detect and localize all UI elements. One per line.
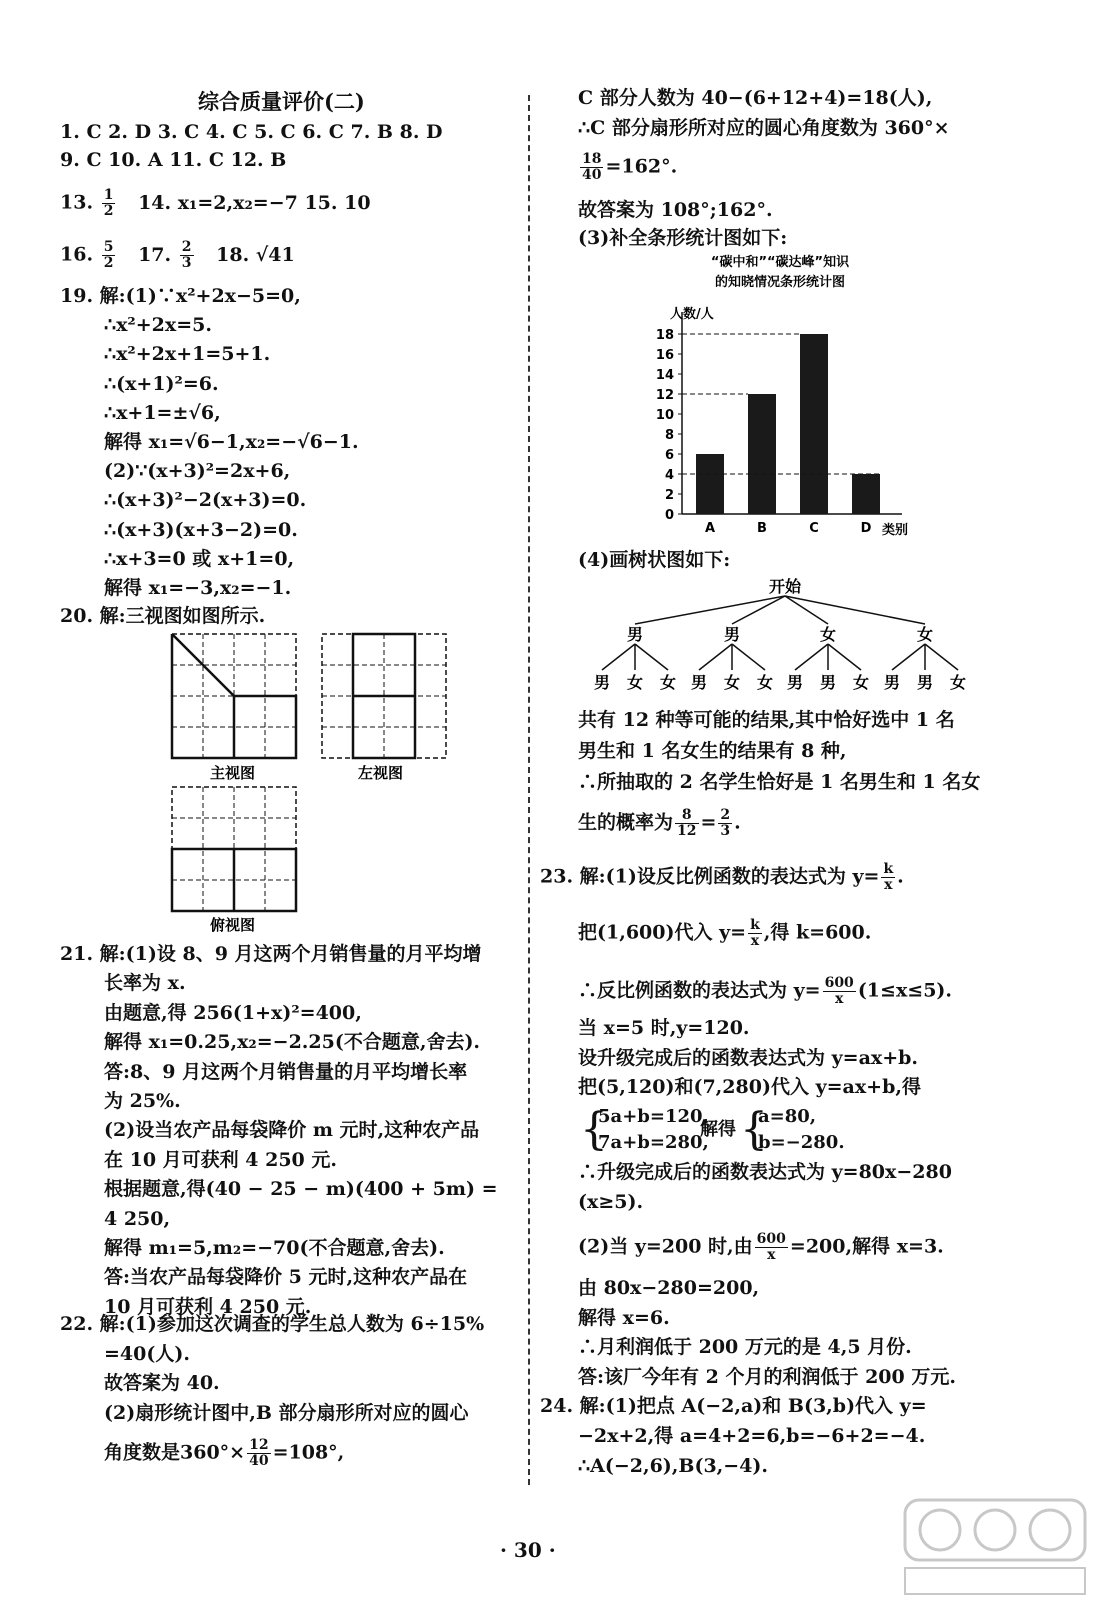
- q22-line: (2)扇形统计图中,B 部分扇形所对应的圆心: [104, 1401, 469, 1424]
- q17-fraction: $\frac{2}{3}$: [181, 239, 192, 271]
- watermark-logo: [900, 1490, 1090, 1600]
- top-view: [172, 787, 296, 911]
- q23-after-line: (x≥5).: [578, 1191, 644, 1213]
- q21-line: 答:8、9 月这两个月销售量的月平均增长率: [104, 1060, 468, 1083]
- q17-label: 17.: [138, 243, 172, 266]
- tree-root: 开始: [768, 577, 802, 596]
- q13-label: 13.: [60, 191, 94, 214]
- q23-end-line: 解得 x=6.: [578, 1306, 670, 1329]
- tree-leaf: 女: [852, 673, 870, 692]
- q16-q18-row: [60, 240, 295, 271]
- tree-node: 男: [626, 625, 644, 644]
- chart-subtitle: 的知晓情况条形统计图: [714, 275, 846, 290]
- q21-line: 由题意,得 256(1+x)²=400,: [104, 1001, 362, 1024]
- left-view: [322, 634, 446, 758]
- y-tick-label: 8: [664, 428, 674, 443]
- y-tick-label: 2: [664, 488, 674, 503]
- prob-line: ∴所抽取的 2 名学生恰好是 1 名男生和 1 名女: [578, 771, 981, 793]
- q16-fraction: $\frac{5}{2}$: [103, 239, 114, 271]
- tree-leaf: 男: [593, 673, 611, 692]
- q22-line: =40(人).: [104, 1342, 190, 1365]
- q23-part2: (2)当 y=200 时,由 $\frac{600}{x}$ =200,解得 x=3.: [578, 1231, 944, 1263]
- prob-line: 男生和 1 名女生的结果有 8 种,: [578, 740, 847, 762]
- front-view-label: 主视图: [210, 764, 256, 782]
- bar-B: [748, 394, 776, 514]
- q19-line: ∴x+1=±√6,: [104, 401, 221, 424]
- q23-mid-line: 当 x=5 时,y=120.: [578, 1017, 750, 1039]
- tree-node: 女: [819, 625, 837, 644]
- q23-mid-line: 设升级完成后的函数表达式为 y=ax+b.: [578, 1046, 919, 1069]
- page-number: · 30 ·: [500, 1538, 556, 1562]
- tree-leaf: 女: [756, 673, 774, 692]
- tree-leaf: 男: [916, 673, 934, 692]
- bar-A: [696, 454, 724, 514]
- tree-node: 女: [916, 625, 934, 644]
- tree-leaf: 女: [949, 673, 967, 692]
- q21-line: 4 250,: [104, 1207, 171, 1230]
- q24-line: ∴A(−2,6),B(3,−4).: [578, 1455, 769, 1477]
- bar-C: [800, 334, 828, 514]
- y-tick-label: 12: [655, 388, 674, 403]
- q21-line: 长率为 x.: [104, 972, 186, 995]
- q22-last-line: 角度数是360°× $\frac{12}{40}$ =108°,: [104, 1437, 345, 1469]
- q23-end-line: ∴月利润低于 200 万元的是 4,5 月份.: [578, 1336, 912, 1358]
- q18-answer: 18. √41: [216, 243, 295, 266]
- chart-ylabel: 人数/人: [670, 307, 714, 322]
- q13-q15-row: [60, 188, 371, 219]
- column-divider: [528, 95, 530, 1485]
- y-tick-label: 6: [664, 448, 674, 463]
- q21-line: 答:当农产品每袋降价 5 元时,这种农产品在: [104, 1266, 468, 1289]
- q19-line: 19. 解:(1)∵x²+2x−5=0,: [60, 285, 301, 307]
- q19-line: (2)∵(x+3)²=2x+6,: [104, 460, 291, 483]
- q16-label: 16.: [60, 243, 94, 266]
- q22-line: 故答案为 40.: [104, 1372, 220, 1394]
- chart-title: “碳中和”“碳达峰”知识: [710, 255, 850, 270]
- q21-line: 在 10 月可获利 4 250 元.: [104, 1148, 338, 1171]
- bar-D: [852, 474, 880, 514]
- q14-q15-answers: 14. x₁=2,x₂=−7 15. 10: [138, 191, 371, 214]
- q21-line: 为 25%.: [104, 1090, 181, 1112]
- q21-line: (2)设当农产品每袋降价 m 元时,这种农产品: [104, 1119, 480, 1142]
- q21-line: 21. 解:(1)设 8、9 月这两个月销售量的月平均增: [60, 943, 482, 965]
- q19-line: ∴(x+1)²=6.: [104, 372, 219, 395]
- y-tick-label: 16: [655, 348, 674, 363]
- y-tick-label: 10: [655, 408, 674, 423]
- tree-leaf: 女: [723, 673, 741, 692]
- x-tick-label: A: [704, 521, 716, 536]
- r-line-5: (3)补全条形统计图如下:: [578, 227, 788, 249]
- q22-line: 22. 解:(1)参加这次调查的学生总人数为 6÷15%: [60, 1313, 485, 1335]
- q23-after-line: ∴升级完成后的函数表达式为 y=80x−280: [578, 1161, 952, 1183]
- x-tick-label: B: [757, 521, 767, 536]
- q23-mid-line: 把(5,120)和(7,280)代入 y=ax+b,得: [578, 1076, 921, 1098]
- prob-line: 共有 12 种等可能的结果,其中恰好选中 1 名: [578, 709, 955, 731]
- q24-line: −2x+2,得 a=4+2=6,b=−6+2=−4.: [578, 1425, 926, 1447]
- q23-line-2: 把(1,600)代入 y= $\frac{k}{x}$ ,得 k=600.: [578, 917, 872, 949]
- q21-line: 10 月可获利 4 250 元.: [104, 1295, 312, 1318]
- tree-node: 男: [723, 625, 741, 644]
- front-view: [172, 634, 296, 758]
- q13-fraction: $\frac{1}{2}$: [103, 187, 114, 219]
- bar-chart: [630, 250, 930, 545]
- q21-line: 解得 x₁=0.25,x₂=−2.25(不合题意,舍去).: [104, 1031, 481, 1054]
- r-line-3: $\frac{18}{40}$ =162°.: [582, 151, 678, 183]
- tree-leaf: 女: [626, 673, 644, 692]
- page-title: 综合质量评价(二): [198, 89, 365, 114]
- tree-leaf: 男: [819, 673, 837, 692]
- q24-line: 24. 解:(1)把点 A(−2,a)和 B(3,b)代入 y=: [540, 1395, 927, 1417]
- r-line-1: C 部分人数为 40−(6+12+4)=18(人),: [578, 87, 933, 109]
- x-tick-label: D: [860, 521, 872, 536]
- y-tick-label: 18: [655, 328, 674, 343]
- tree-leaf: 女: [659, 673, 677, 692]
- q23-line-3: ∴反比例函数的表达式为 y= $\frac{600}{x}$ (1≤x≤5).: [578, 975, 953, 1007]
- q20-text: 20. 解:三视图如图所示.: [60, 605, 266, 627]
- top-view-label: 俯视图: [210, 916, 256, 934]
- y-tick-label: 0: [664, 508, 674, 523]
- x-tick-label: C: [809, 521, 819, 536]
- q21-line: 根据题意,得(40 − 25 − m)(400 + 5m) =: [104, 1178, 498, 1201]
- tree-leaf: 男: [883, 673, 901, 692]
- q23-line-1: 23. 解:(1)设反比例函数的表达式为 y= $\frac{k}{x}$ .: [540, 861, 904, 893]
- tree-leaf: 男: [786, 673, 804, 692]
- y-tick-label: 14: [655, 368, 674, 383]
- r-line-4: 故答案为 108°;162°.: [578, 199, 773, 221]
- q23-end-line: 由 80x−280=200,: [578, 1277, 760, 1299]
- q19-line: ∴(x+3)(x+3−2)=0.: [104, 518, 298, 541]
- r-line-2: ∴C 部分扇形所对应的圆心角度数为 360°×: [578, 117, 950, 139]
- q19-line: 解得 x₁=−3,x₂=−1.: [104, 577, 292, 599]
- q21-line: 解得 m₁=5,m₂=−70(不合题意,舍去).: [104, 1237, 445, 1259]
- answers-row-2: 9. C 10. A 11. C 12. B: [60, 149, 287, 171]
- chart-xlabel: 类别: [882, 523, 909, 538]
- q19-line: ∴x²+2x+1=5+1.: [104, 343, 271, 366]
- q23-end-line: 答:该厂今年有 2 个月的利润低于 200 万元.: [578, 1365, 956, 1388]
- q19-line: ∴x²+2x=5.: [104, 314, 212, 337]
- three-views-figure: [160, 630, 460, 935]
- tree-diagram: [580, 572, 980, 697]
- left-view-label: 左视图: [358, 764, 404, 782]
- q19-line: ∴(x+3)²−2(x+3)=0.: [104, 489, 307, 512]
- answers-row-1: 1. C 2. D 3. C 4. C 5. C 6. C 7. B 8. D: [60, 121, 443, 143]
- y-tick-label: 4: [664, 468, 674, 483]
- q19-line: 解得 x₁=√6−1,x₂=−√6−1.: [104, 431, 359, 453]
- tree-leaf: 男: [690, 673, 708, 692]
- tree-intro: (4)画树状图如下:: [578, 549, 731, 571]
- q19-line: ∴x+3=0 或 x+1=0,: [104, 547, 295, 570]
- prob-result: 生的概率为 $\frac{8}{12}$ = $\frac{2}{3}$ .: [578, 807, 741, 839]
